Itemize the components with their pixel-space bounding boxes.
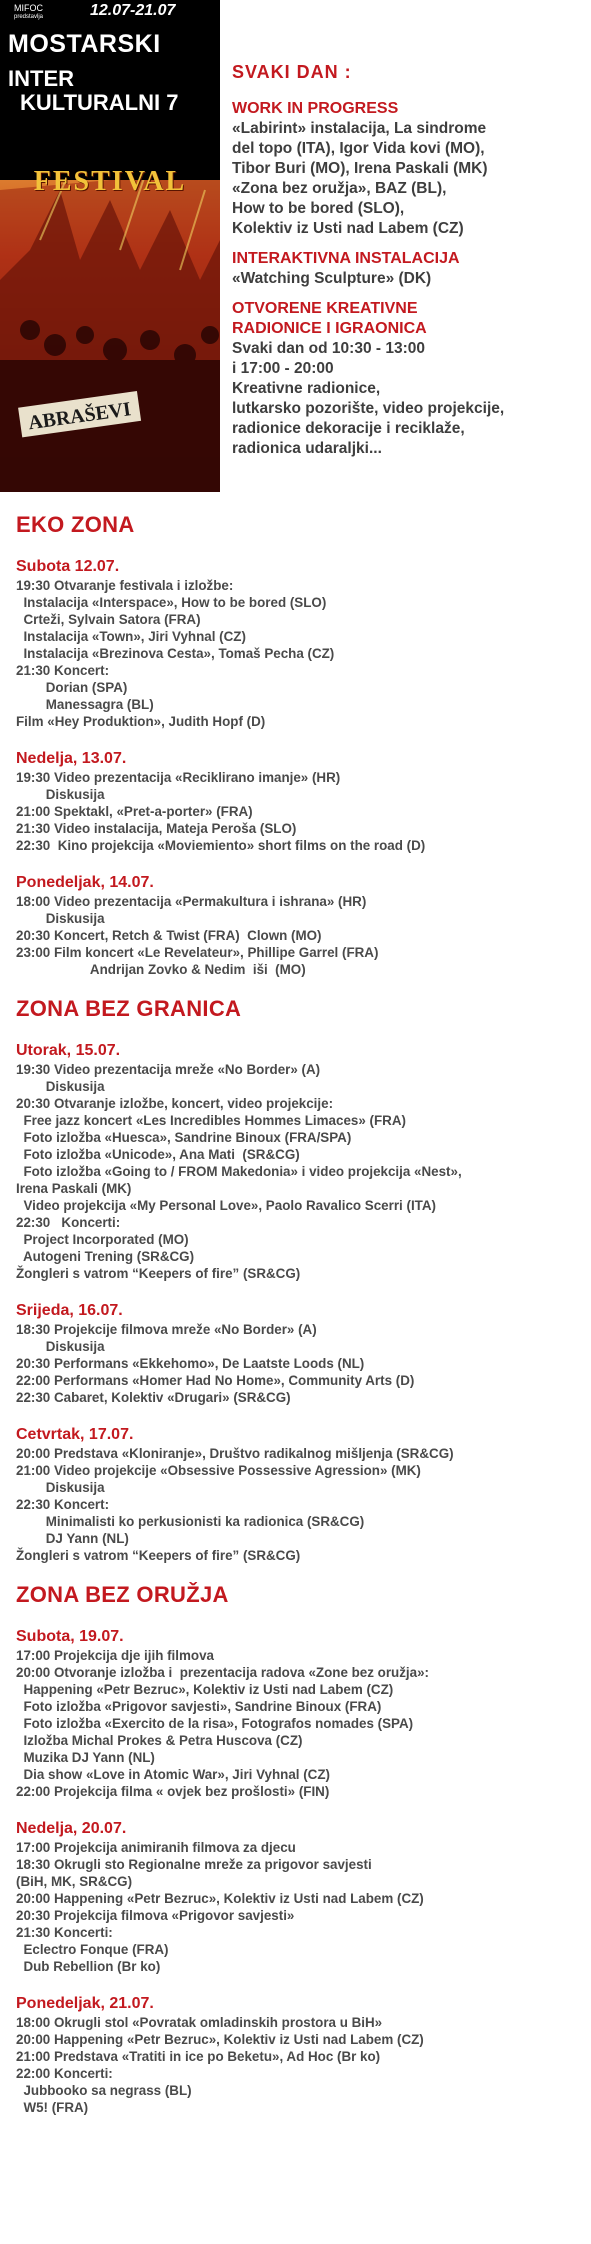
program-entry: Film «Hey Produktion», Judith Hopf (D) — [16, 714, 266, 729]
program-entry: Autogeni Trening (SR&CG) — [16, 1249, 195, 1264]
daily-block-text: «Labirint» instalacija, La sindrome del topo (ITA), Igor Vida kovi (MO), Tibor Buri (MO), Irena Paskali (MK) «Zona bez oružja», BAZ (BL), How to be bored (SLO), Kolektiv iz Usti nad Labem (CZ) — [232, 120, 488, 237]
program-entry: 17:00 Projekcija animiranih filmova za djecu — [16, 1840, 296, 1855]
program-zone — [16, 1582, 591, 2116]
program-entry: 22:00 Projekcija filma « ovjek bez prošlosti» (FIN) — [16, 1784, 330, 1799]
program-entry: Foto izložba «Exercito de la risa», Fotografos nomades (SPA) — [16, 1716, 414, 1731]
day-title: Nedelja, 20.07. — [16, 1820, 127, 1837]
program-entry: Instalacija «Interspace», How to be bored (SLO) — [16, 595, 327, 610]
program-entry: 23:00 Film koncert «Le Revelateur», Phillipe Garrel (FRA) — [16, 945, 379, 960]
poster-title-line1: MOSTARSKI — [8, 30, 161, 58]
zone-title: ZONA BEZ GRANICA — [16, 996, 242, 1021]
program-day — [16, 556, 591, 730]
daily-blocks — [232, 99, 587, 459]
daily-block-title: INTERAKTIVNA INSTALACIJA — [232, 250, 460, 267]
day-title: Utorak, 15.07. — [16, 1042, 121, 1059]
program-entry: Project Incorporated (MO) — [16, 1232, 189, 1247]
program-zone — [16, 996, 591, 1564]
program-entry: Diskusija — [16, 1480, 105, 1495]
program-day — [16, 1424, 591, 1564]
program-entry: 19:30 Video prezentacija mreže «No Border» (A) — [16, 1062, 321, 1077]
program-entry: Diskusija — [16, 787, 105, 802]
program-zone — [16, 512, 591, 978]
zone-title: EKO ZONA — [16, 512, 135, 537]
festival-program — [16, 512, 591, 2134]
program-entry: Izložba Michal Prokes & Petra Huscova (CZ) — [16, 1733, 303, 1748]
program-entry: 20:00 Otvoranje izložba i prezentacija radova «Zone bez oružja»: — [16, 1665, 430, 1680]
program-entry: Eclectro Fonque (FRA) — [16, 1942, 169, 1957]
program-entry: 20:30 Otvaranje izložbe, koncert, video projekcije: — [16, 1096, 334, 1111]
program-entry: 20:00 Happening «Petr Bezruc», Kolektiv iz Usti nad Labem (CZ) — [16, 2032, 424, 2047]
program-entry: Žongleri s vatrom “Keepers of fire” (SR&CG) — [16, 1266, 301, 1281]
daily-heading: SVAKI DAN : — [232, 62, 352, 82]
program-entry: Free jazz koncert «Les Incredibles Hommes Limaces» (FRA) — [16, 1113, 406, 1128]
program-entry: 22:30 Koncert: — [16, 1497, 110, 1512]
organizer-name: MIFOC — [14, 3, 43, 13]
program-entry: 21:00 Video projekcije «Obsessive Possessive Agression» (MK) — [16, 1463, 421, 1478]
program-entry: Andrijan Zovko & Nedim iši (MO) — [16, 962, 306, 977]
poster-banner-text: ABRAŠEVI — [26, 398, 133, 435]
day-title: Ponedeljak, 14.07. — [16, 874, 154, 891]
program-day — [16, 872, 591, 978]
program-entry: Instalacija «Town», Jiri Vyhnal (CZ) — [16, 629, 246, 644]
program-entry: 21:00 Spektakl, «Pret-a-porter» (FRA) — [16, 804, 253, 819]
program-entry: Manessagra (BL) — [16, 697, 154, 712]
program-entry: Crteži, Sylvain Satora (FRA) — [16, 612, 201, 627]
daily-block-title: WORK IN PROGRESS — [232, 100, 399, 117]
program-entry: 21:30 Koncert: — [16, 663, 110, 678]
program-entry: Diskusija — [16, 1339, 105, 1354]
program-entry: 22:30 Kino projekcija «Moviemiento» short films on the road (D) — [16, 838, 426, 853]
poster-dates: 12.07-21.07 — [90, 2, 176, 19]
program-entry: DJ Yann (NL) — [16, 1531, 129, 1546]
program-entry: Dia show «Love in Atomic War», Jiri Vyhnal (CZ) — [16, 1767, 330, 1782]
day-title: Subota 12.07. — [16, 558, 120, 575]
program-entry: 21:30 Koncerti: — [16, 1925, 113, 1940]
program-entry: 20:30 Koncert, Retch & Twist (FRA) Clown (MO) — [16, 928, 322, 943]
program-entry: (BiH, MK, SR&CG) — [16, 1874, 133, 1889]
program-day — [16, 1993, 591, 2116]
program-day — [16, 1300, 591, 1406]
program-entry: 18:30 Projekcije filmova mreže «No Border» (A) — [16, 1322, 317, 1337]
program-day — [16, 748, 591, 854]
day-title: Subota, 19.07. — [16, 1628, 124, 1645]
festival-poster — [0, 0, 220, 492]
poster-title-line2: INTER — [8, 66, 74, 91]
program-day — [16, 1040, 591, 1282]
program-entry: Foto izložba «Prigovor savjesti», Sandrine Binoux (FRA) — [16, 1699, 382, 1714]
day-title: Cetvrtak, 17.07. — [16, 1426, 134, 1443]
day-title: Nedelja, 13.07. — [16, 750, 127, 767]
program-entry: 20:30 Projekcija filmova «Prigovor savjesti» — [16, 1908, 295, 1923]
program-entry: Dub Rebellion (Br ko) — [16, 1959, 161, 1974]
program-entry: Foto izložba «Huesca», Sandrine Binoux (FRA/SPA) — [16, 1130, 352, 1145]
program-day — [16, 1626, 591, 1800]
day-title: Ponedeljak, 21.07. — [16, 1995, 154, 2012]
program-entry: 21:30 Video instalacija, Mateja Peroša (SLO) — [16, 821, 297, 836]
day-title: Srijeda, 16.07. — [16, 1302, 123, 1319]
poster-festival-word: FESTIVAL — [33, 166, 187, 197]
program-entry: 22:00 Performans «Homer Had No Home», Community Arts (D) — [16, 1373, 415, 1388]
program-entry: 19:30 Video prezentacija «Reciklirano imanje» (HR) — [16, 770, 341, 785]
program-entry: Žongleri s vatrom “Keepers of fire” (SR&CG) — [16, 1548, 301, 1563]
program-entry: Irena Paskali (MK) — [16, 1181, 132, 1196]
program-entry: 18:30 Okrugli sto Regionalne mreže za prigovor savjesti — [16, 1857, 372, 1872]
program-entry: 20:00 Predstava «Kloniranje», Društvo radikalnog mišljenja (SR&CG) — [16, 1446, 454, 1461]
program-entry: Instalacija «Brezinova Cesta», Tomaš Pecha (CZ) — [16, 646, 335, 661]
program-entry: 18:00 Okrugli stol «Povratak omladinskih prostora u BiH» — [16, 2015, 383, 2030]
program-entry: Jubbooko sa negrass (BL) — [16, 2083, 192, 2098]
program-entry: Diskusija — [16, 911, 105, 926]
program-entry: Video projekcija «My Personal Love», Paolo Ravalico Scerri (ITA) — [16, 1198, 436, 1213]
program-entry: Muzika DJ Yann (NL) — [16, 1750, 155, 1765]
program-entry: 20:30 Performans «Ekkehomo», De Laatste Loods (NL) — [16, 1356, 365, 1371]
program-day — [16, 1818, 591, 1975]
program-entry: 17:00 Projekcija dje ijih filmova — [16, 1648, 214, 1663]
organizer-sub: predstavlja — [14, 14, 44, 20]
daily-block-text: Svaki dan od 10:30 - 13:00 i 17:00 - 20:00 Kreativne radionice, lutkarsko pozorište, video projekcije, radionice dekoracije i reciklaže, radionica udaraljki... — [232, 340, 505, 457]
program-entry: Foto izložba «Unicode», Ana Mati (SR&CG) — [16, 1147, 300, 1162]
program-entry: 22:30 Koncerti: — [16, 1215, 121, 1230]
program-entry: 22:00 Koncerti: — [16, 2066, 113, 2081]
poster-organizer — [14, 4, 43, 21]
zone-title: ZONA BEZ ORUŽJA — [16, 1582, 229, 1607]
program-entry: Dorian (SPA) — [16, 680, 128, 695]
program-entry: Happening «Petr Bezruc», Kolektiv iz Usti nad Labem (CZ) — [16, 1682, 394, 1697]
program-entry: Foto izložba «Going to / FROM Makedonia» i video projekcija «Nest», — [16, 1164, 462, 1179]
program-entry: 18:00 Video prezentacija «Permakultura i ishrana» (HR) — [16, 894, 367, 909]
program-entry: 19:30 Otvaranje festivala i izložbe: — [16, 578, 234, 593]
poster-title-line3: KULTURALNI 7 — [20, 90, 179, 115]
program-entry: 21:00 Predstava «Tratiti in ice po Beketu», Ad Hoc (Br ko) — [16, 2049, 381, 2064]
program-entry: Minimalisti ko perkusionisti ka radionica (SR&CG) — [16, 1514, 365, 1529]
daily-block-title: OTVORENE KREATIVNE RADIONICE I IGRAONICA — [232, 300, 427, 337]
daily-program — [232, 62, 587, 469]
program-entry: W5! (FRA) — [16, 2100, 89, 2115]
program-entry: 20:00 Happening «Petr Bezruc», Kolektiv iz Usti nad Labem (CZ) — [16, 1891, 424, 1906]
program-entry: Diskusija — [16, 1079, 105, 1094]
program-entry: 22:30 Cabaret, Kolektiv «Drugari» (SR&CG) — [16, 1390, 291, 1405]
daily-block-text: «Watching Sculpture» (DK) — [232, 270, 432, 287]
